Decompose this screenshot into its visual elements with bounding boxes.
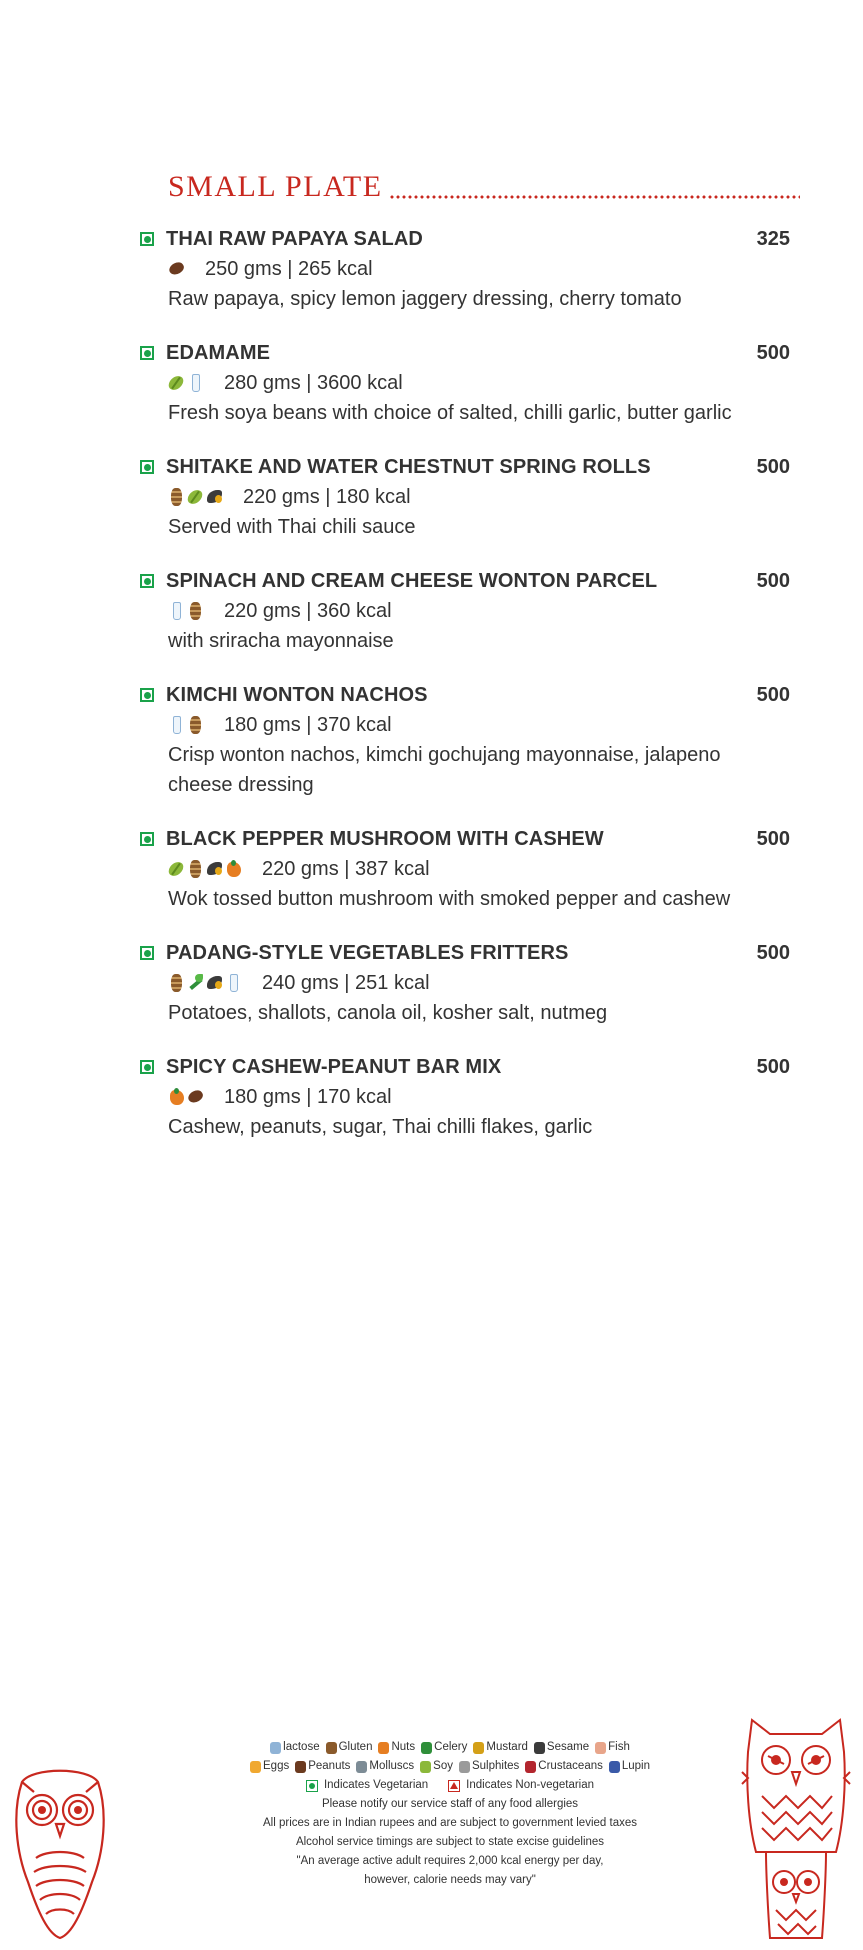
sesame-icon (206, 487, 223, 507)
item-description: Fresh soya beans with choice of salted, chilli garlic, butter garlic (168, 402, 732, 424)
item-description: with sriracha mayonnaise (168, 630, 394, 652)
note-line: Alcohol service timings are subject to state excise guidelines (295, 1836, 605, 1848)
veg-symbol-icon (140, 946, 154, 960)
item-info: 220 gms | 387 kcal (262, 857, 430, 880)
menu-item (140, 938, 790, 1028)
legend-entry (250, 1757, 289, 1776)
celery-icon (187, 973, 204, 993)
soy-icon (187, 487, 204, 507)
legend-entry (356, 1757, 414, 1776)
sesame-icon (206, 859, 223, 879)
allergen-icons (168, 487, 225, 507)
legend-entry (421, 1738, 467, 1757)
menu-item (140, 338, 790, 428)
menu-item (140, 224, 790, 314)
item-price: 325 (756, 227, 790, 250)
mustard-icon (473, 1742, 484, 1754)
veg-symbol-icon (140, 1060, 154, 1074)
owl-left-illustration (12, 1762, 108, 1942)
lactose-icon (225, 973, 242, 993)
eggs-icon (250, 1761, 261, 1773)
legend-label: Celery (434, 1741, 468, 1753)
item-name: THAI RAW PAPAYA SALAD (166, 227, 423, 250)
legend-label: Eggs (263, 1760, 290, 1772)
item-name: EDAMAME (166, 341, 271, 364)
legend-entry (609, 1757, 650, 1776)
item-description: Cashew, peanuts, sugar, Thai chilli flakes, garlic (168, 1116, 593, 1138)
nonveg-legend-label: Indicates Non-vegetarian (466, 1779, 595, 1791)
gluten-icon (168, 973, 185, 993)
item-description: Wok tossed button mushroom with smoked pepper and cashew (168, 888, 731, 910)
item-price: 500 (756, 341, 790, 364)
allergen-icons (168, 373, 206, 393)
item-description: Served with Thai chili sauce (168, 516, 416, 538)
note-line: however, calorie needs may vary" (364, 1874, 536, 1886)
fish-icon (595, 1742, 606, 1754)
item-name: SHITAKE AND WATER CHESTNUT SPRING ROLLS (166, 455, 651, 478)
veg-symbol-icon (140, 688, 154, 702)
item-price: 500 (756, 1055, 790, 1078)
lactose-icon (270, 1742, 281, 1754)
item-name: SPICY CASHEW-PEANUT BAR MIX (166, 1055, 502, 1078)
lactose-icon (168, 715, 185, 735)
legend-label: Sesame (546, 1741, 590, 1753)
allergen-icons (168, 259, 187, 279)
allergen-icons (168, 1087, 206, 1107)
menu-list (140, 224, 790, 1166)
item-info: 220 gms | 180 kcal (243, 485, 411, 508)
item-price: 500 (756, 455, 790, 478)
gluten-icon (187, 859, 204, 879)
item-info: 180 gms | 370 kcal (224, 713, 392, 736)
legend-label: Nuts (391, 1741, 416, 1753)
gluten-icon (187, 715, 204, 735)
sulphites-icon (459, 1761, 470, 1773)
item-price: 500 (756, 569, 790, 592)
item-name: SPINACH AND CREAM CHEESE WONTON PARCEL (166, 569, 658, 592)
legend-label: Molluscs (369, 1760, 415, 1772)
veg-symbol-icon (140, 574, 154, 588)
nuts-icon (225, 859, 242, 879)
legend-entry (295, 1757, 350, 1776)
item-price: 500 (756, 683, 790, 706)
item-info: 220 gms | 360 kcal (224, 599, 392, 622)
legend-label: Soy (433, 1760, 453, 1772)
legend-label: Gluten (338, 1741, 373, 1753)
lactose-icon (187, 373, 204, 393)
allergen-icons (168, 859, 244, 879)
menu-item (140, 452, 790, 542)
peanuts-icon (187, 1087, 204, 1107)
gluten-icon (187, 601, 204, 621)
veg-symbol-icon (140, 460, 154, 474)
owl-right-illustration (740, 1712, 852, 1944)
item-name: BLACK PEPPER MUSHROOM WITH CASHEW (166, 827, 604, 850)
veg-symbol-icon (140, 232, 154, 246)
item-description: Potatoes, shallots, canola oil, kosher salt, nutmeg (168, 1002, 608, 1024)
nuts-icon (378, 1742, 389, 1754)
sesame-icon (206, 973, 223, 993)
peanuts-icon (295, 1761, 306, 1773)
crustaceans-icon (525, 1761, 536, 1773)
legend-entry (534, 1738, 589, 1757)
legend-entry (473, 1738, 528, 1757)
allergen-icons (168, 973, 244, 993)
legend-label: Lupin (621, 1760, 650, 1772)
item-info: 280 gms | 3600 kcal (224, 371, 403, 394)
note-line: "An average active adult requires 2,000 kcal energy per day, (296, 1855, 604, 1867)
legend-entry (459, 1757, 519, 1776)
diet-legend (215, 1776, 685, 1795)
legend-entry (420, 1757, 453, 1776)
legend-label: Sulphites (471, 1760, 520, 1772)
legend-label: lactose (283, 1741, 320, 1753)
veg-symbol-icon (306, 1780, 318, 1792)
item-name: KIMCHI WONTON NACHOS (166, 683, 428, 706)
soy-icon (168, 373, 185, 393)
soy-icon (420, 1761, 431, 1773)
celery-icon (421, 1742, 432, 1754)
item-description: Crisp wonton nachos, kimchi gochujang mayonnaise, jalapeno cheese dressing (168, 744, 721, 796)
soy-icon (168, 859, 185, 879)
note-line: Please notify our service staff of any food allergies (321, 1798, 579, 1810)
item-price: 500 (756, 827, 790, 850)
section-title: SMALL PLATE (168, 170, 383, 202)
footer (215, 1738, 685, 1890)
item-info: 240 gms | 251 kcal (262, 971, 430, 994)
lupin-icon (609, 1761, 620, 1773)
molluscs-icon (356, 1761, 367, 1773)
allergen-icons (168, 715, 206, 735)
legend-entry (326, 1738, 373, 1757)
item-name: PADANG-STYLE VEGETABLES FRITTERS (166, 941, 569, 964)
item-description: Raw papaya, spicy lemon jaggery dressing, cherry tomato (168, 288, 682, 310)
section-header (168, 162, 800, 202)
legend-entry (525, 1757, 603, 1776)
peanuts-icon (168, 259, 185, 279)
sesame-icon (534, 1742, 545, 1754)
menu-item (140, 1052, 790, 1142)
menu-item (140, 824, 790, 914)
gluten-icon (326, 1742, 337, 1754)
allergen-icons (168, 601, 206, 621)
note-line: All prices are in Indian rupees and are subject to government levied taxes (263, 1817, 637, 1829)
allergen-legend-row-2 (215, 1757, 685, 1776)
legend-label: Fish (608, 1741, 630, 1753)
item-price: 500 (756, 941, 790, 964)
nuts-icon (168, 1087, 185, 1107)
legend-label: Mustard (486, 1741, 528, 1753)
veg-symbol-icon (140, 346, 154, 360)
legend-entry (595, 1738, 630, 1757)
nonveg-legend (448, 1776, 594, 1795)
veg-symbol-icon (140, 832, 154, 846)
item-info: 180 gms | 170 kcal (224, 1085, 392, 1108)
gluten-icon (168, 487, 185, 507)
veg-legend-label: Indicates Vegetarian (323, 1779, 429, 1791)
section-title-dotted-rule (389, 195, 800, 199)
menu-item (140, 566, 790, 656)
menu-item (140, 680, 790, 800)
legend-label: Peanuts (308, 1760, 351, 1772)
item-info: 250 gms | 265 kcal (205, 257, 373, 280)
nonveg-symbol-icon (448, 1780, 460, 1792)
legend-entry (378, 1738, 415, 1757)
legend-entry (270, 1738, 319, 1757)
allergen-legend-row-1 (215, 1738, 685, 1757)
legend-label: Crustaceans (538, 1760, 603, 1772)
footer-notes (215, 1795, 685, 1890)
lactose-icon (168, 601, 185, 621)
veg-legend (306, 1776, 428, 1795)
